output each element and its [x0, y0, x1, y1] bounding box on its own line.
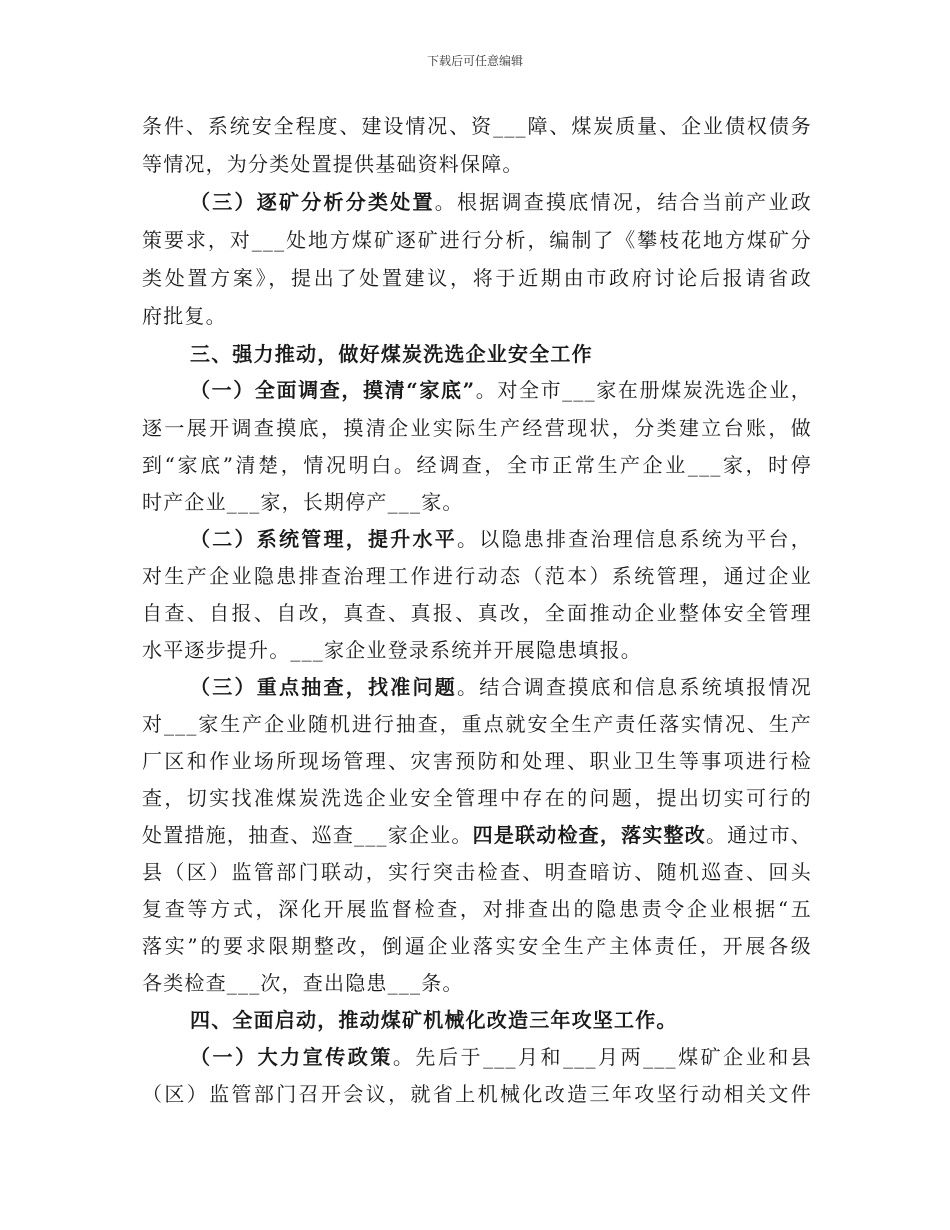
body-line: 水平逐步提升。___家企业登录系统并开展隐患填报。 — [142, 638, 642, 662]
subheading: 四是联动检查，落实整改 — [472, 823, 706, 847]
body-text: 。先后于___月和___月两___煤矿企业和县 — [392, 1045, 812, 1069]
body-line: 自查、自报、自改，真查、真报、真改，全面推动企业整体安全管理 — [142, 601, 812, 625]
body-line: 各类检查___次，查出隐患___条。 — [142, 971, 464, 995]
subheading-line — [190, 1043, 812, 1071]
body-line: 对___家生产企业随机进行抽查，重点就安全生产责任落实情况、生产 — [142, 712, 812, 736]
subheading-line — [190, 673, 812, 701]
subheading-line — [190, 188, 812, 216]
body-line: 对生产企业隐患排查治理工作进行动态（范本）系统管理，通过企业 — [142, 564, 812, 588]
body-line: 条件、系统安全程度、建设情况、资___障、煤炭质量、企业债权债务 — [142, 114, 812, 138]
body-line: （区）监管部门召开会议，就省上机械化改造三年攻坚行动相关文件 — [142, 1082, 812, 1106]
body-text: 。对全市___家在册煤炭洗选企业， — [475, 378, 812, 402]
body-line: 复查等方式，深化开展监督检查，对排查出的隐患责令企业根据“五 — [142, 897, 812, 921]
subheading: （一）大力宣传政策 — [190, 1045, 393, 1069]
section-heading: 三、强力推动，做好煤炭洗选企业安全工作 — [190, 342, 593, 366]
body-line: 落实”的要求限期整改，倒逼企业落实安全生产主体责任，开展各级 — [142, 934, 812, 958]
body-line: 逐一展开调查摸底，摸清企业实际生产经营现状，分类建立台账，做 — [142, 416, 812, 440]
body-line: 等情况，为分类处置提供基础资料保障。 — [142, 152, 524, 176]
body-line: 策要求，对___处地方煤矿逐矿进行分析，编制了《攀枝花地方煤矿分 — [142, 228, 812, 252]
subheading-line — [190, 525, 812, 553]
body-text: 处置措施，抽查、巡查___家企业。 — [142, 823, 473, 847]
body-text: 。根据调查摸底情况，结合当前产业政 — [434, 190, 813, 214]
body-line: 到“家底”清楚，情况明白。经调查，全市正常生产企业___家，时停 — [142, 453, 812, 477]
body-line: 时产企业___家，长期停产___家。 — [142, 490, 464, 514]
section-heading: 四、全面启动，推动煤矿机械化改造三年攻坚工作。 — [190, 1008, 678, 1032]
subheading: （三）重点抽查，找准问题 — [190, 675, 458, 699]
page-header: 下载后可任意编辑 — [426, 54, 523, 68]
body-text: 。通过市、 — [705, 823, 813, 847]
body-line: 府批复。 — [142, 304, 227, 328]
subheading: （一）全面调查，摸清“家底” — [190, 378, 476, 402]
subheading: （三）逐矿分析分类处置 — [190, 190, 435, 214]
body-text: 。结合调查摸底和信息系统填报情况 — [457, 675, 813, 699]
body-line: 类处置方案》，提出了处置建议，将于近期由市政府讨论后报请省政 — [142, 266, 812, 290]
subheading-line — [190, 376, 812, 404]
subheading: （二）系统管理，提升水平 — [190, 527, 458, 551]
body-line — [142, 821, 812, 849]
body-line: 县（区）监管部门联动，实行突击检查、明查暗访、随机巡查、回头 — [142, 860, 812, 884]
body-line: 查，切实找准煤炭洗选企业安全管理中存在的问题，提出切实可行的 — [142, 786, 812, 810]
body-line: 厂区和作业场所现场管理、灾害预防和处理、职业卫生等事项进行检 — [142, 749, 812, 773]
body-text: 。以隐患排查治理信息系统为平台， — [457, 527, 813, 551]
